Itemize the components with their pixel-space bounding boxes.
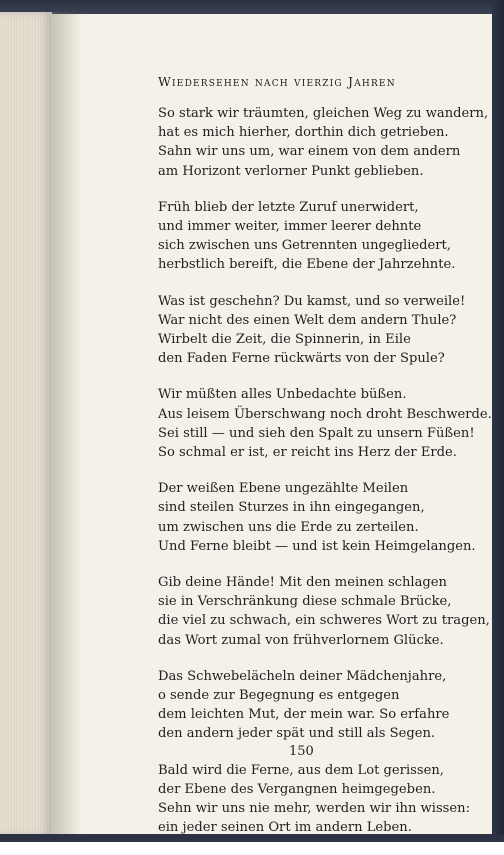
poem-line: herbstlich bereift, die Ebene der Jahrzehnte.	[158, 257, 456, 273]
poem-line: sich zwischen uns Getrennten ungegliedert,	[158, 238, 451, 254]
poem-line: Wir müßten alles Unbedachte büßen.	[158, 387, 407, 403]
poem-line: um zwischen uns die Erde zu zerteilen.	[158, 519, 419, 535]
poem-line: Wirbelt die Zeit, die Spinnerin, in Eile	[158, 332, 411, 348]
poem-body	[158, 104, 492, 855]
poem-line: Der weißen Ebene ungezählte Meilen	[158, 481, 409, 497]
poem-line: Das Schwebelächeln deiner Mädchenjahre,	[158, 668, 447, 684]
page-edges	[0, 12, 52, 836]
poem-line: Gib deine Hände! Mit den meinen schlagen	[158, 575, 447, 591]
poem-line: dem leichten Mut, der mein war. So erfahre	[158, 707, 450, 723]
stanza	[158, 667, 458, 744]
poem-line: das Wort zumal von frühverlornem Glücke.	[158, 632, 444, 648]
stanza	[158, 198, 458, 275]
poem-line: ein jeder seinen Ort im andern Leben.	[158, 820, 412, 836]
poem-line: den andern jeder spät und still als Segen.	[158, 726, 436, 742]
book-cover-right	[492, 0, 504, 842]
poem-line: o sende zur Begegnung es entgegen	[158, 688, 400, 704]
stanza	[158, 761, 470, 838]
poem-line: Sei still — und sieh den Spalt zu unsern Füßen!	[158, 425, 475, 441]
gutter-shadow	[52, 12, 82, 836]
stanza	[158, 573, 490, 650]
stanza	[158, 292, 466, 369]
poem-line: sind steilen Sturzes in ihn eingegangen,	[158, 500, 425, 516]
poem-line: Was ist geschehn? Du kamst, und so verweile!	[158, 293, 466, 309]
stanza	[158, 104, 489, 181]
poem-line: die viel zu schwach, ein schweres Wort zu tragen,	[158, 613, 490, 629]
poem-line: Sehn wir uns nie mehr, werden wir ihn wissen:	[158, 801, 470, 817]
stanza	[158, 479, 476, 556]
poem-line: Und Ferne bleibt — und ist kein Heimgelangen.	[158, 538, 476, 554]
poem-line: der Ebene des Vergangnen heimgegeben.	[158, 781, 436, 797]
poem-line: So stark wir träumten, gleichen Weg zu wandern,	[158, 106, 489, 121]
poem-line: War nicht des einen Welt dem andern Thule?	[158, 312, 457, 328]
poem-line: am Horizont verlorner Punkt geblieben.	[158, 163, 424, 179]
stanza	[158, 385, 492, 462]
poem-line: und immer weiter, immer leerer dehnte	[158, 219, 422, 235]
poem-line: So schmal er ist, er reicht ins Herz der Erde.	[158, 445, 457, 461]
poem-line: den Faden Ferne rückwärts von der Spule?	[158, 351, 445, 367]
page-number: 150	[289, 744, 314, 759]
poem-title: Wiedersehen nach vierzig Jahren	[158, 74, 396, 89]
poem-line: Früh blieb der letzte Zuruf unerwidert,	[158, 199, 419, 215]
poem-line: hat es mich hierher, dorthin dich getrieben.	[158, 125, 449, 141]
poem-line: sie in Verschränkung diese schmale Brücke,	[158, 594, 452, 610]
poem-line: Sahn wir uns um, war einem von dem andern	[158, 144, 461, 160]
poem-line: Bald wird die Ferne, aus dem Lot gerissen,	[158, 762, 444, 778]
poem-line: Aus leisem Überschwang noch droht Beschwerde.	[158, 406, 492, 422]
